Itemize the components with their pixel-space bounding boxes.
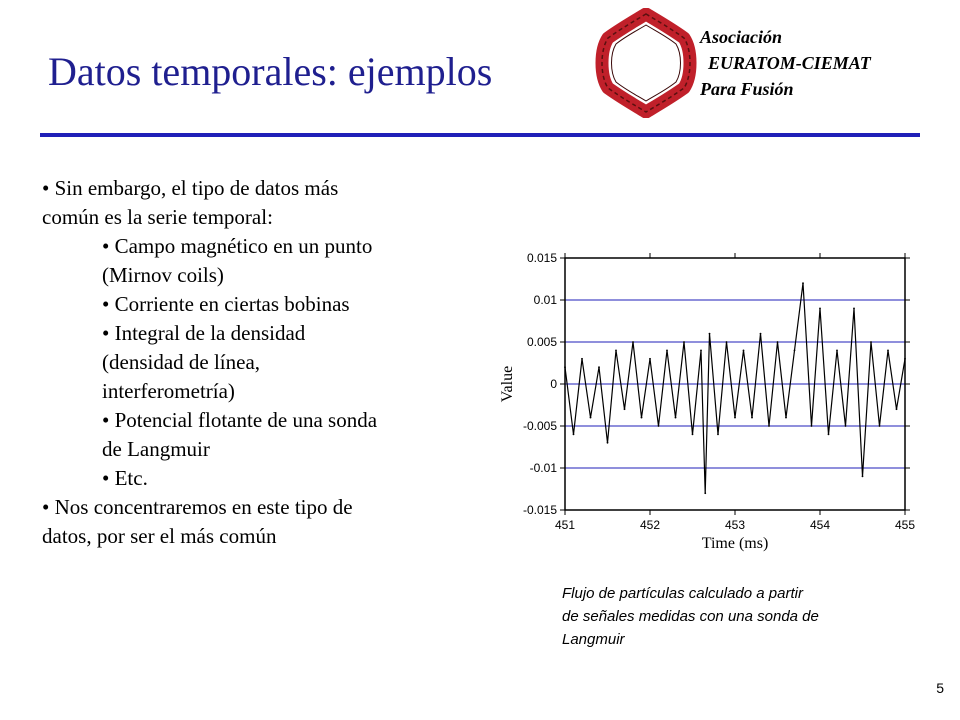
series-point-33 bbox=[836, 350, 838, 352]
bullet-5-line-1: • Potencial flotante de una sonda bbox=[102, 408, 378, 432]
y-tick-label-2: 0.005 bbox=[526, 335, 557, 349]
caption-line-2: de señales medidas con una sonda de bbox=[562, 608, 819, 625]
series-point-39 bbox=[887, 350, 889, 352]
series-point-32 bbox=[828, 434, 830, 436]
bullet-4-line-2: (densidad de línea, bbox=[102, 350, 261, 374]
series-point-38 bbox=[879, 425, 881, 427]
series-point-40 bbox=[896, 408, 898, 410]
figure-caption bbox=[562, 582, 922, 651]
x-tick-label-3: 454 bbox=[809, 518, 831, 532]
series-point-24 bbox=[760, 333, 762, 335]
y-tick-label-0: 0.015 bbox=[526, 251, 557, 265]
series-point-20 bbox=[726, 341, 728, 343]
x-tick-label-4: 455 bbox=[894, 518, 916, 532]
series-point-34 bbox=[845, 425, 847, 427]
x-tick-label-0: 451 bbox=[554, 518, 576, 532]
bullet-list bbox=[42, 174, 472, 551]
series-point-16 bbox=[700, 350, 702, 352]
y-axis-label: Value bbox=[499, 365, 516, 403]
series-point-3 bbox=[590, 417, 592, 419]
series-point-8 bbox=[632, 341, 634, 343]
title-divider bbox=[40, 133, 920, 137]
series-point-37 bbox=[870, 341, 872, 343]
series-point-2 bbox=[581, 358, 583, 360]
series-point-29 bbox=[802, 282, 804, 284]
x-axis-label: Time (ms) bbox=[701, 535, 769, 552]
org-line-3: Para Fusión bbox=[700, 79, 794, 99]
series-point-17 bbox=[704, 492, 706, 494]
series-point-22 bbox=[743, 350, 745, 352]
series-point-25 bbox=[768, 425, 770, 427]
y-tick-label-4: -0.005 bbox=[522, 419, 557, 433]
bullet-4-line-1: • Integral de la densidad bbox=[102, 321, 306, 345]
series-point-19 bbox=[717, 434, 719, 436]
series-point-4 bbox=[598, 366, 600, 368]
series-point-11 bbox=[658, 425, 660, 427]
bullet-7-line-1: • Nos concentraremos en este tipo de bbox=[42, 495, 353, 519]
series-point-35 bbox=[853, 308, 855, 310]
series-point-21 bbox=[734, 417, 736, 419]
series-point-30 bbox=[811, 425, 813, 427]
chart-series-trace bbox=[564, 282, 906, 494]
series-point-5 bbox=[607, 442, 609, 444]
series-point-9 bbox=[641, 417, 643, 419]
series-point-7 bbox=[624, 408, 626, 410]
org-line-1: Asociación bbox=[700, 27, 783, 47]
caption-line-3: Langmuir bbox=[562, 631, 625, 648]
chart-ticks bbox=[523, 251, 915, 532]
time-series-chart bbox=[480, 236, 920, 562]
x-tick-label-2: 453 bbox=[724, 518, 746, 532]
bullet-4-line-3: interferometría) bbox=[102, 379, 235, 403]
series-point-12 bbox=[666, 350, 668, 352]
slide-title: Datos temporales: ejemplos bbox=[48, 49, 493, 94]
series-line bbox=[565, 283, 905, 493]
x-tick-label-1: 452 bbox=[639, 518, 661, 532]
organization-name bbox=[700, 24, 871, 102]
series-point-13 bbox=[675, 417, 677, 419]
series-point-1 bbox=[573, 434, 575, 436]
y-tick-label-5: -0.01 bbox=[529, 461, 557, 475]
bullet-2-line-2: (Mirnov coils) bbox=[102, 263, 224, 287]
y-tick-label-6: -0.015 bbox=[522, 503, 557, 517]
euratom-ciemat-logo bbox=[592, 8, 700, 118]
series-point-10 bbox=[649, 358, 651, 360]
y-tick-label-1: 0.01 bbox=[533, 293, 557, 307]
caption-line-1: Flujo de partículas calculado a partir bbox=[562, 585, 803, 602]
series-point-26 bbox=[777, 341, 779, 343]
bullet-6-line-1: • Etc. bbox=[102, 466, 148, 490]
y-tick-label-3: 0 bbox=[550, 377, 557, 391]
bullet-7-line-2: datos, por ser el más común bbox=[42, 524, 277, 548]
series-point-14 bbox=[683, 341, 685, 343]
org-line-2: EURATOM-CIEMAT bbox=[708, 53, 871, 73]
series-point-6 bbox=[615, 350, 617, 352]
bullet-5-line-2: de Langmuir bbox=[102, 437, 210, 461]
series-point-27 bbox=[785, 417, 787, 419]
bullet-3-line-1: • Corriente en ciertas bobinas bbox=[102, 292, 350, 316]
series-point-36 bbox=[862, 476, 864, 478]
bullet-2-line-1: • Campo magnético en un punto bbox=[102, 234, 373, 258]
series-point-31 bbox=[819, 308, 821, 310]
series-point-23 bbox=[751, 417, 753, 419]
bullet-1-line-2: común es la serie temporal: bbox=[42, 205, 273, 229]
series-point-28 bbox=[794, 350, 796, 352]
bullet-1-line-1: • Sin embargo, el tipo de datos más bbox=[42, 176, 339, 200]
page-number: 5 bbox=[936, 680, 944, 696]
chart-gridlines bbox=[565, 300, 905, 468]
series-point-18 bbox=[709, 333, 711, 335]
series-point-15 bbox=[692, 434, 694, 436]
